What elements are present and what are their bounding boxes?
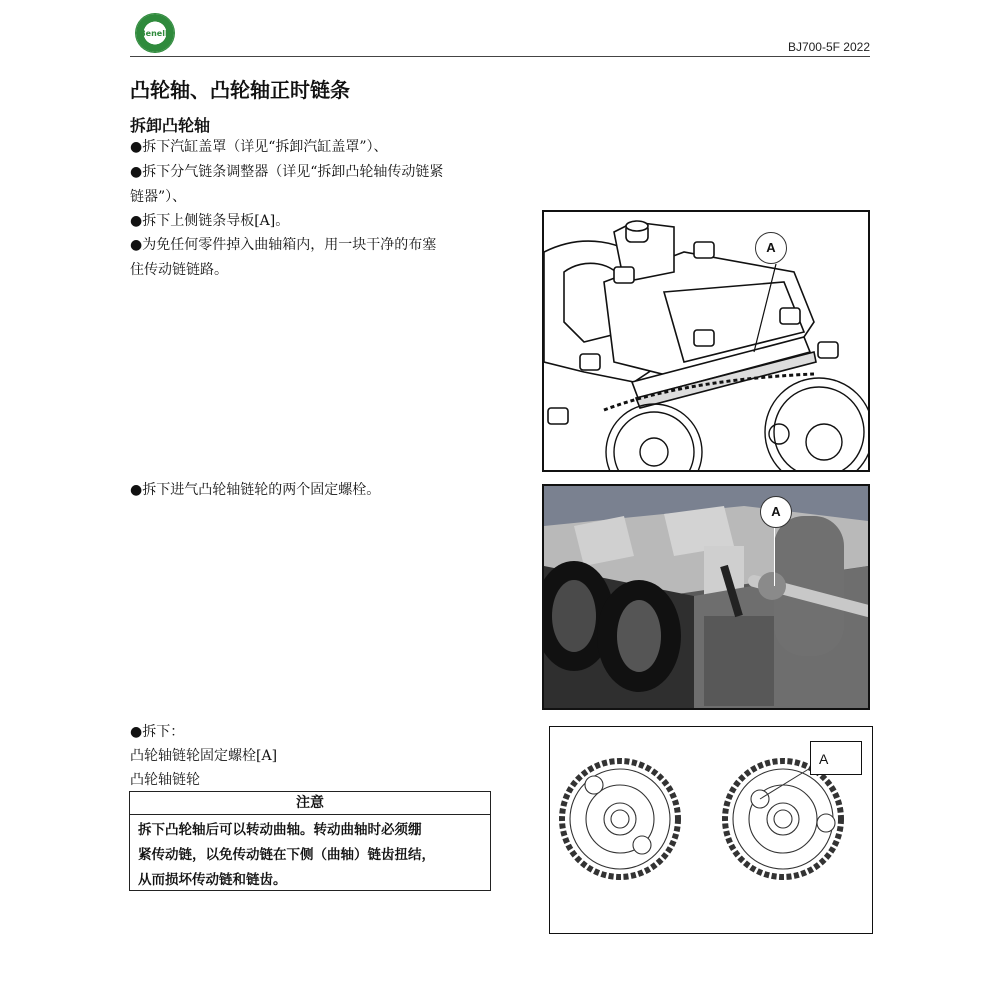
step-line: 住传动链链路。: [130, 262, 228, 278]
document-code: BJ700-5F 2022: [787, 40, 870, 54]
note-title: 注意: [130, 792, 490, 815]
callout-a: A: [810, 741, 862, 775]
page-title: 凸轮轴、凸轮轴正时链条: [130, 78, 350, 102]
note-line: 从而损坏传动链和链齿。: [138, 872, 287, 888]
caution-note: [129, 791, 491, 891]
figure-sprocket-drawing: [549, 726, 873, 934]
chain-guide-drawing: [544, 212, 868, 470]
step-line: ●为免任何零件掉入曲轴箱内，用一块干净的布塞: [130, 237, 437, 253]
step-line: ●拆下：: [130, 724, 185, 740]
section-heading: 拆卸凸轮轴: [130, 116, 211, 135]
callout-leader: [774, 528, 775, 586]
benelli-logo: [136, 14, 174, 52]
callout-a: A: [760, 496, 792, 528]
note-line: 紧传动链，以免传动链在下侧（曲轴）链齿扭结，: [138, 847, 435, 863]
step-line: ●拆下分气链条调整器（详见“拆卸凸轮轴传动链紧: [130, 164, 444, 180]
note-body: [138, 818, 486, 893]
callout-a: A: [755, 232, 787, 264]
step-line: 凸轮轴链轮: [130, 772, 200, 788]
step-line: ●拆下进气凸轮轴链轮的两个固定螺栓。: [130, 482, 381, 498]
header-divider: [130, 56, 870, 57]
step-line: 链器”）、: [130, 189, 187, 205]
logo-text: Benelli: [139, 28, 171, 38]
step-line: ●拆下汽缸盖罩（详见“拆卸汽缸盖罩”）、: [130, 139, 388, 155]
engine-photo: [544, 486, 868, 708]
step-line: ●拆下上侧链条导板[A]。: [130, 213, 290, 229]
step-line: 凸轮轴链轮固定螺栓[A]: [130, 748, 278, 764]
figure-chain-guide: [542, 210, 870, 472]
figure-sprocket-bolts-photo: [542, 484, 870, 710]
note-line: 拆下凸轮轴后可以转动曲轴。转动曲轴时必须绷: [138, 822, 422, 838]
